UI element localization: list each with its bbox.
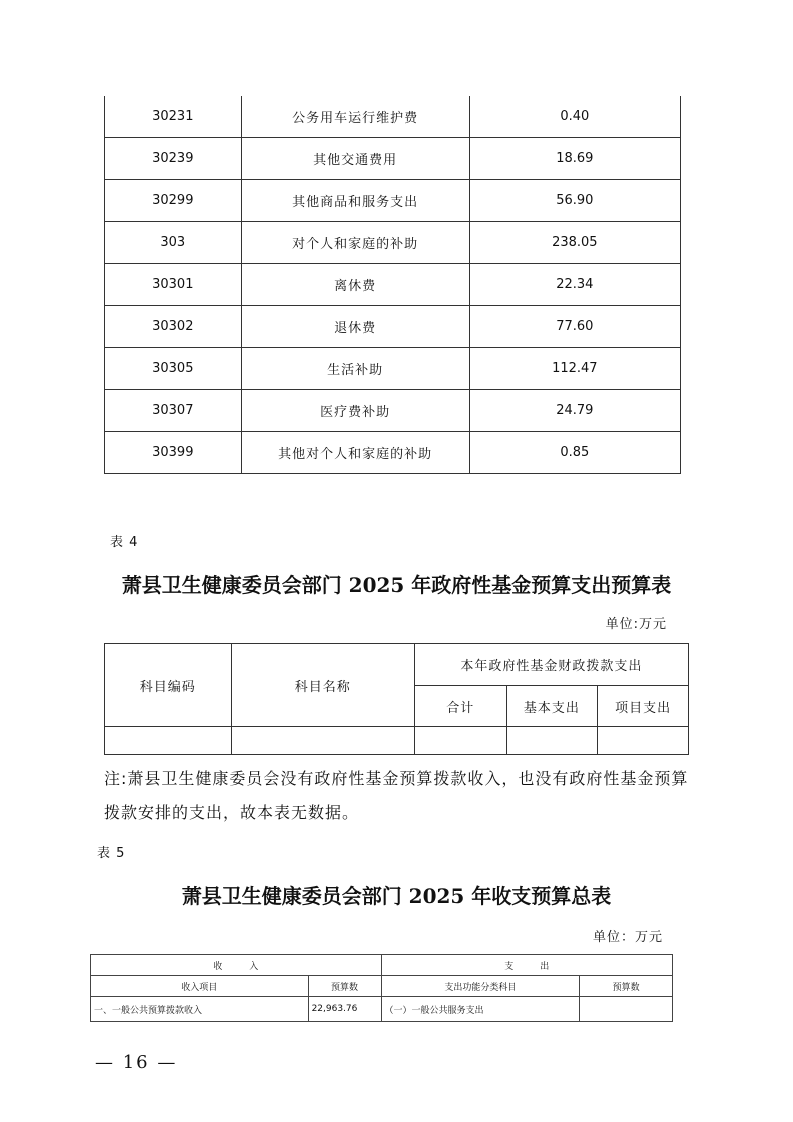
subject-name: 其他商品和服务支出 [241, 180, 469, 222]
expense-budget [580, 997, 673, 1022]
subject-name: 其他对个人和家庭的补助 [241, 432, 469, 474]
table5-title: 萧县卫生健康委员会部门 2025 年收支预算总表 [181, 884, 612, 908]
amount: 56.90 [469, 180, 680, 222]
subject-code: 30399 [105, 432, 242, 474]
amount: 22.34 [469, 264, 680, 306]
expenditure-detail-table [104, 96, 681, 474]
subject-name: 其他交通费用 [241, 138, 469, 180]
table-row [105, 348, 681, 390]
page-number: — 16 — [95, 1052, 178, 1073]
subject-code: 30231 [105, 96, 242, 138]
income-item: 一、一般公共预算拨款收入 [91, 997, 309, 1022]
header-expense-item: 支出功能分类科目 [381, 976, 580, 997]
income-budget: 22,963.76 [308, 997, 381, 1022]
header-fund-expense-group: 本年政府性基金财政拨款支出 [414, 644, 688, 686]
revenue-expense-summary-table [90, 954, 673, 1022]
table-row [105, 727, 689, 755]
table-row [105, 180, 681, 222]
header-income-budget: 预算数 [308, 976, 381, 997]
header-expense: 支 出 [381, 955, 672, 976]
table-row [105, 96, 681, 138]
amount: 238.05 [469, 222, 680, 264]
header-basic-expense: 基本支出 [506, 686, 598, 727]
amount: 24.79 [469, 390, 680, 432]
subject-name: 离休费 [241, 264, 469, 306]
subject-code: 30307 [105, 390, 242, 432]
header-total: 合计 [414, 686, 506, 727]
table-row [105, 264, 681, 306]
table-row [105, 306, 681, 348]
table-row [105, 432, 681, 474]
table4-note: 注:萧县卫生健康委员会没有政府性基金预算拨款收入，也没有政府性基金预算拨款安排的支出，故本表无数据。 [104, 769, 689, 822]
table-row [105, 390, 681, 432]
amount: 0.85 [469, 432, 680, 474]
table-row [105, 222, 681, 264]
amount: 0.40 [469, 96, 680, 138]
subject-name: 生活补助 [241, 348, 469, 390]
table-row [91, 997, 673, 1022]
gov-fund-budget-table [104, 643, 689, 755]
table5-unit: 单位：万元 [592, 930, 663, 945]
subject-code: 30299 [105, 180, 242, 222]
table4-unit: 单位:万元 [605, 617, 667, 632]
subject-name: 公务用车运行维护费 [241, 96, 469, 138]
header-income: 收 入 [91, 955, 382, 976]
table-row [105, 138, 681, 180]
subject-code: 30239 [105, 138, 242, 180]
amount: 77.60 [469, 306, 680, 348]
subject-code: 30302 [105, 306, 242, 348]
subject-name: 对个人和家庭的补助 [241, 222, 469, 264]
table5-label: 表 5 [97, 846, 126, 861]
subject-code: 303 [105, 222, 242, 264]
header-subject-name: 科目名称 [231, 644, 414, 727]
header-subject-code: 科目编码 [105, 644, 232, 727]
amount: 112.47 [469, 348, 680, 390]
header-project-expense: 项目支出 [598, 686, 689, 727]
subject-name: 退休费 [241, 306, 469, 348]
table4-title: 萧县卫生健康委员会部门 2025 年政府性基金预算支出预算表 [121, 573, 672, 597]
expense-item: （一）一般公共服务支出 [381, 997, 580, 1022]
subject-code: 30301 [105, 264, 242, 306]
header-income-item: 收入项目 [91, 976, 309, 997]
table4-label: 表 4 [110, 535, 139, 550]
amount: 18.69 [469, 138, 680, 180]
subject-name: 医疗费补助 [241, 390, 469, 432]
subject-code: 30305 [105, 348, 242, 390]
header-expense-budget: 预算数 [580, 976, 673, 997]
